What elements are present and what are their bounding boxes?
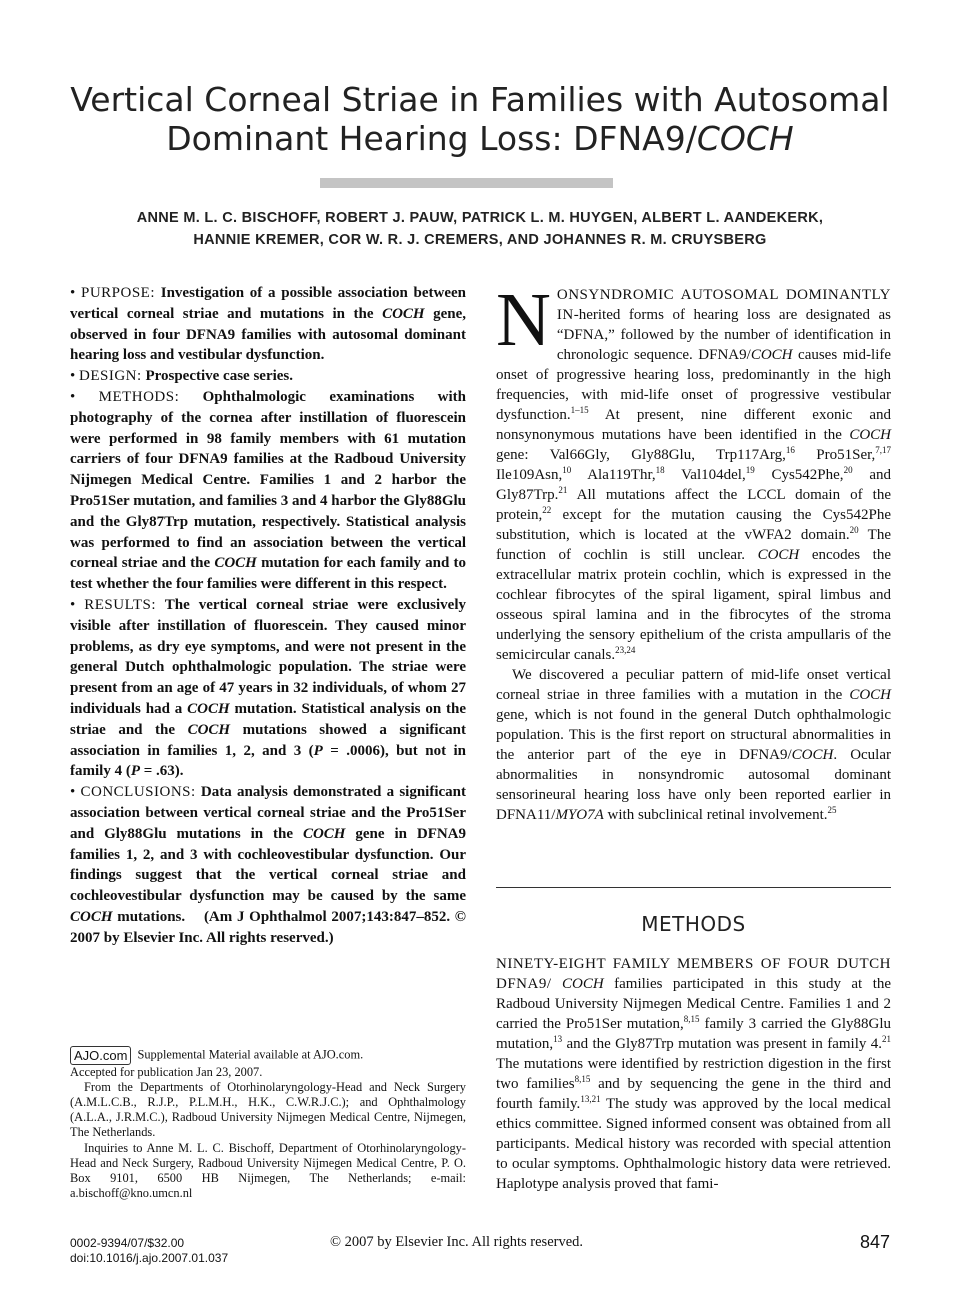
methods-label: METHODS: <box>98 388 180 405</box>
section-divider <box>496 887 891 888</box>
purpose-label: PURPOSE: <box>80 285 156 301</box>
authors-line-2: HANNIE KREMER, COR W. R. J. CREMERS, AND JOHANNES R. M. CRUYSBERG <box>193 231 767 248</box>
conclusions-label: CONCLUSIONS: <box>80 784 196 801</box>
title-line-1: Vertical Corneal Striae in Families with Autosomal <box>70 80 890 119</box>
page-number: 847 <box>859 1232 890 1252</box>
doi: doi:10.1016/j.ajo.2007.01.037 <box>70 1251 229 1265</box>
footnotes <box>70 1046 466 1201</box>
accepted-note: Accepted for publication Jan 23, 2007. <box>70 1065 263 1080</box>
design-label: DESIGN: <box>79 368 142 385</box>
article-title <box>60 80 900 158</box>
inquiries-note: Inquiries to Anne M. L. C. Bischoff, Department of Otorhinolaryngology-Head and Neck Surgery, Radboud University Nijmegen Medical Centre, P. O. Box 9101, 6500 HB Nijmegen, The Netherlands; e-mail: a.bischoff@kno.umcn.nl <box>70 1140 466 1200</box>
title-gene: COCH <box>696 119 794 158</box>
author-list <box>60 208 900 251</box>
authors-line-1: ANNE M. L. C. BISCHOFF, ROBERT J. PAUW, PATRICK L. M. HUYGEN, ALBERT L. AANDEKERK, <box>136 210 824 226</box>
ajo-logo: AJO.com <box>70 1046 131 1065</box>
methods-heading: METHODS <box>641 912 746 936</box>
affiliation-note: From the Departments of Otorhinolaryngology-Head and Neck Surgery (A.M.L.C.B., R.J.P., P.L.M.H., H.K., C.W.R.J.C.); and Ophthalmology (A.L.A., J.R.M.C.), Radboud University Nijmegen Medical Centre, Nijmegen, The Netherlands. <box>70 1080 466 1140</box>
footer-copyright: © 2007 by Elsevier Inc. All rights reserved. <box>330 1234 584 1250</box>
methods-paragraph: NINETY-EIGHT FAMILY MEMBERS OF FOUR DUTCH DFNA9/ COCH families participated in this study at the Radboud University Nijmegen Medical Centre. Families 1 and 2 carried the Pro51Ser mutation,$^{8,15}$ family 3 carried the Gly88Glu mutation,$^{13}$ and the Gly87Trp mutation was present in family 4.21 The mutations were identified by restriction digestion in the first two families$^{8,15}$ and by sequencing the gene in the third and fourth family.$^{13,21}$ The study was approved by the local medical ethics committee. Signed informed consent was obtained from all participants. Medical history was recorded with special attention to ocular symptoms. Ophthalmologic history data were retrieved. Haplotype analysis proved that fami- <box>496 956 892 1192</box>
abstract-conclusions: • CONCLUSIONS: Data analysis demonstrated a significant association between vertical corneal striae and the Pro51Ser and Gly88Glu mutations in the COCH gene in DFNA9 families 1, 2, and 3 with cochleovestibular dysfunction. Our findings suggest that the vertical corneal striae and cochleovestibular dysfunction may be caused by the same COCH mutations. (Am J Ophthalmol 2007;143:847–852. © 2007 by Elsevier Inc. All rights reserved.) <box>70 784 467 946</box>
methods-section <box>496 954 891 1194</box>
supplemental-note: AJO.com Supplemental Material available at AJO.com. <box>70 1046 466 1065</box>
abstract-citation: (Am J Ophthalmol 2007;143:847–852. © 2007 by Elsevier Inc. All rights reserved.) <box>70 908 467 946</box>
title-divider <box>320 178 613 188</box>
title-line-2: Dominant Hearing Loss: DFNA9/ <box>166 119 697 158</box>
drop-cap: N <box>496 278 551 362</box>
results-label: RESULTS: <box>84 596 157 613</box>
abstract <box>70 283 466 949</box>
abstract-methods: • METHODS: Ophthalmologic examinations with photography of the cornea after instillation of fluorescein were performed in 98 family members with 61 mutation carriers of four DFNA9 families at the Radboud University Nijmegen Medical Centre. Families 1 and 2 harbor the Pro51Ser mutation, and families 3 and 4 harbor the Gly88Glu and the Gly87Trp mutation, respectively. Statistical analysis was performed to find an association between the vertical corneal striae and the COCH mutation for each family and to test whether the four families were different in this respect. <box>70 388 467 593</box>
footer-identifiers <box>70 1236 228 1266</box>
intro-paragraph-2: We discovered a peculiar pattern of mid-life onset vertical corneal striae in three families with a mutation in the COCH gene, which is not found in the general Dutch ophthalmologic population. This is the first report on structural abnormalities in the anterior part of the eye in DFNA9/COCH. Ocular abnormalities in nonsyndromic autosomal dominant sensorineural hearing loss have only been reported earlier in DFNA11/MYO7A with subclinical retinal involvement.$^{25}$ <box>496 667 892 823</box>
intro-paragraph-1: NONSYNDROMIC AUTOSOMAL DOMINANTLY IN-herited forms of hearing loss are designated as “DFNA,” followed by the number of identification in chronologic sequence. DFNA9/COCH causes mid-life onset of progressive hearing loss, predominantly in the high frequencies, with mid-life onset of progressive vestibular dysfunction.$^{1-15}$ At present, nine different exonic and nonsynonymous mutations have been identified in the COCH gene: Val66Gly, Gly88Glu, Trp117Arg,$^{16}$ Pro51Ser,$^{7,17}$ Ile109Asn,$^{10}$ Ala119Thr,$^{18}$ Val104del,$^{19}$ Cys542Phe,$^{20}$ and Gly87Trp.$^{21}$ All mutations affect the LCCL domain of the protein,$^{22}$ except for the mutation causing the Cys542Phe substitution, which is located at the vWFA2 domain.$^{20}$ The function of cochlin is still unclear. COCH encodes the extracellular matrix protein cochlin, which is expressed in the cochlear fibrocytes of the spiral ligament, spiral limbus and osseous spiral lamina and in the fibrocytes of the stroma underlying the sensory epithelium of the crista ampullaris of the semicircular canals.$^{23,24}$ <box>496 278 892 663</box>
abstract-results: • RESULTS: The vertical corneal striae were exclusively visible after instillation of fluorescein. They caused minor problems, as dry eye symptoms, and were not present in the general Dutch ophthalmologic population. The striae were present from an age of 47 years in 32 individuals, of whom 27 individuals had a COCH mutation. Statistical analysis on the striae and the COCH mutations showed a significant association in families 1, 2, and 3 (P = .0006), but not in family 4 (P = .63). <box>70 596 467 780</box>
introduction <box>496 278 892 825</box>
abstract-purpose: • PURPOSE: Investigation of a possible association between vertical corneal striae and mutations in the COCH gene, observed in four DFNA9 families with autosomal dominant hearing loss and vestibular dysfunction. <box>70 285 467 364</box>
issn: 0002-9394/07/$32.00 <box>70 1236 185 1250</box>
abstract-design: • DESIGN: Prospective case series. <box>70 368 294 385</box>
